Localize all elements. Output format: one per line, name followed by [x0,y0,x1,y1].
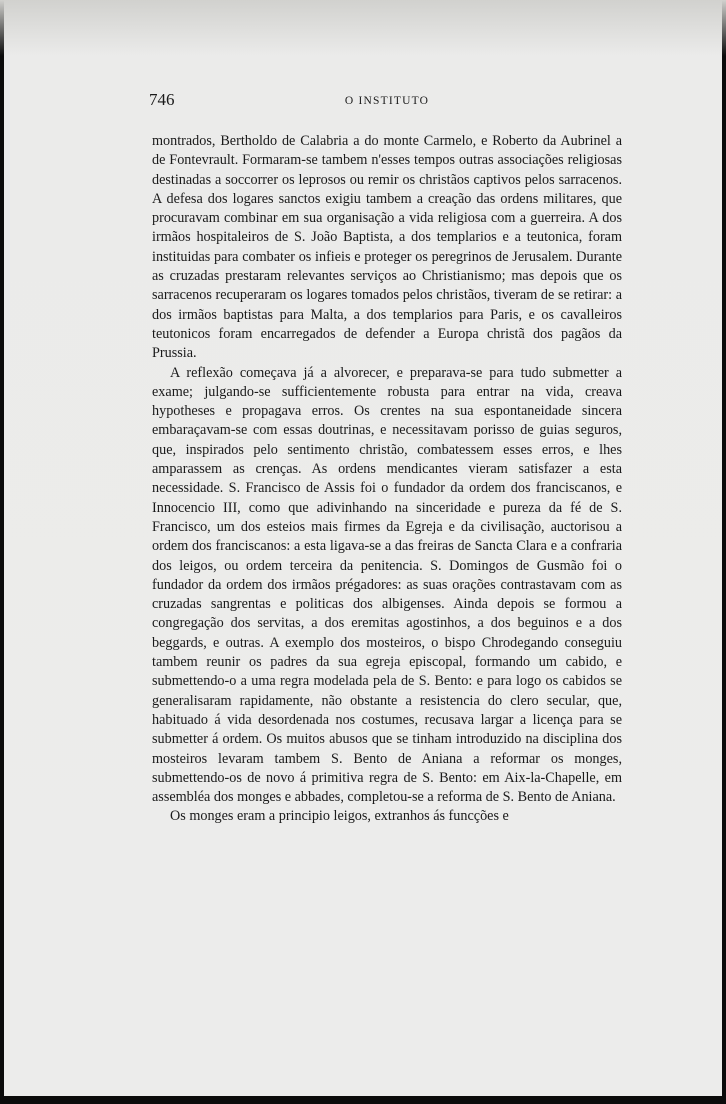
running-title: O INSTITUTO [344,95,430,107]
book-page [149,90,622,827]
page-number: 746 [149,90,175,109]
paragraph-2: A reflexão começava já a alvorecer, e preparava-se para tudo submetter a exame; julgando-se sufficientemente robusta para entrar na vida, creava hypotheses e propagava erros. Os crentes na sua espontaneidade sincera embaraçavam-se com essas doutrinas, e necessitavam porisso de guias seguros, que, inspirados pelo sentimento christão, combatessem esses erros, e lhes amparassem as crenças. As ordens mendicantes vieram satisfazer a esta necessidade. S. Francisco de Assis foi o fundador da ordem dos franciscanos, e Innocencio III, como que adivinhando na sinceridade e pureza da fé de S. Francisco, um dos esteios mais firmes da Egreja e da civilisação, auctorisou a ordem dos franciscanos: a esta ligava-se a das freiras de Sancta Clara e a confraria dos leigos, ou ordem terceira da penitencia. S. Domingos de Gusmão foi o fundador da ordem dos irmãos prégadores: as suas orações contrastavam com as cruzadas sangrentas e politicas dos albigenses. Ainda depois se formou a congregação dos servitas, a dos eremitas agostinhos, a dos beguinos e a dos beggards, e outras. A exemplo dos mosteiros, o bispo Chrodegando conseguiu tambem reunir os padres da sua egreja episcopal, formando um cabido, e submettendo-o a uma regra modelada pela de S. Bento: e para logo os cabidos se generalisaram rapidamente, não obstante a resistencia do clero secular, que, habituado á vida desordenada nos costumes, recusava largar a licença para se submetter á ordem. Os muitos abusos que se tinham introduzido na disciplina dos mosteiros levaram tambem S. Bento de Aniana a reformar os monges, submettendo-os de novo á primitiva regra de S. Bento: em Aix-la-Chapelle, em assembléa dos monges e abbades, completou-se a reforma de S. Bento de Aniana. [152,364,622,806]
paragraph-1: montrados, Bertholdo de Calabria a do monte Carmelo, e Roberto da Aubrinel a de Fontevrault. Formaram-se tambem n'esses tempos outras associações religiosas destinadas a soccorrer os leprosos ou remir os christãos captivos pelos sarracenos. A defesa dos logares sanctos exigiu tambem a creação das ordens militares, que procuravam combinar em sua organisação a vida religiosa com a guerreira. A dos irmãos hospitaleiros de S. João Baptista, a dos templarios e a teutonica, foram instituidas para combater os infieis e proteger os peregrinos de Jerusalem. Durante as cruzadas prestaram relevantes serviços ao Christianismo; mas depois que os sarracenos recuperaram os logares tomados pelos christãos, tiveram de se retirar: a dos irmãos baptistas para Malta, a dos templarios para Paris, e os cavalleiros teutonicos foram encarregados de defender a Europa christã dos pagãos da Prussia. [152,133,622,362]
paragraph-3: Os monges eram a principio leigos, extranhos ás funcções e [170,808,509,825]
scan-top-shadow [0,0,726,56]
running-head [149,90,622,112]
